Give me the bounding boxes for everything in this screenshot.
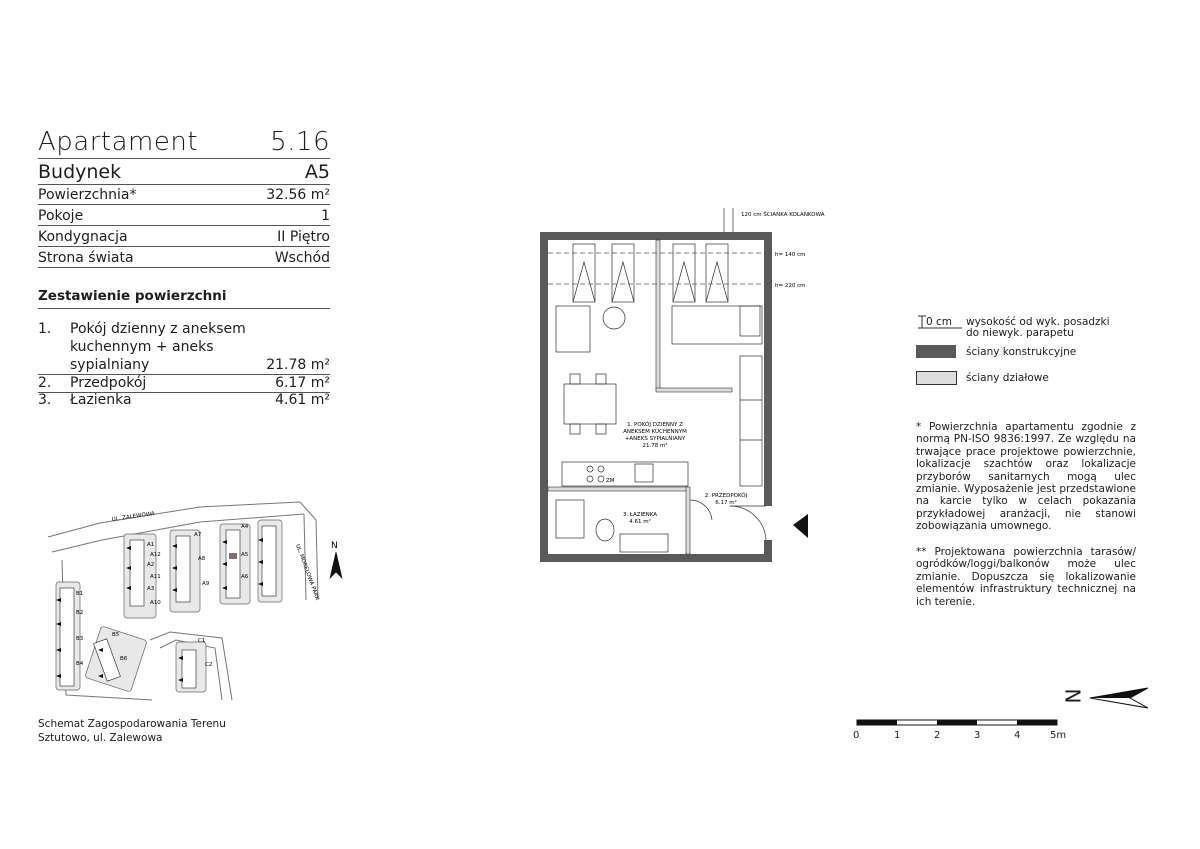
detail-label: Powierzchnia* xyxy=(38,187,137,203)
room1-label-line3: +ANEKS SYPIALNIANY xyxy=(624,436,686,442)
zm-label: ZM xyxy=(606,478,615,484)
svg-text:B3: B3 xyxy=(76,636,84,642)
detail-label: Pokoje xyxy=(38,208,84,224)
detail-value: Wschód xyxy=(274,250,330,266)
selected-building-a5 xyxy=(229,553,237,559)
legend-structural xyxy=(916,344,1136,360)
room-name: Przedpokój xyxy=(70,375,147,391)
height-desc-1: wysokość od wyk. posadzki xyxy=(966,316,1110,328)
scale-tick: 4 xyxy=(1014,730,1021,741)
svg-text:B5: B5 xyxy=(112,632,120,638)
area-note: * Powierzchnia apartamentu zgodnie z normą PN-ISO 9836:1997. Ze względu na trwające prace projektowe powierzchnie, lokalizacje szachtów oraz lokalizacje przyborów sanitarnych mogą ulec zmianie. Wyposażenie jest przedstawione na karcie tylko w celach pokazania przykładowej aranżacji, nie stanowi zobowiązania umownego. xyxy=(916,421,1136,533)
room1-label-line1: 1. POKÓJ DZIENNY Z xyxy=(627,422,683,428)
partition-label: ściany działowe xyxy=(966,372,1049,384)
kneewall-note: 120 cm ŚCIANKA KOLANKOWA xyxy=(741,212,825,218)
room-name-line1: Pokój dzienny z aneksem xyxy=(70,321,246,337)
room2-label-area: 6.17 m² xyxy=(715,500,737,506)
structural-swatch xyxy=(916,345,956,358)
detail-label: Strona świata xyxy=(38,250,134,266)
svg-text:A6: A6 xyxy=(241,574,249,580)
room2-label-line1: 2. PRZEDPOKÓJ xyxy=(704,493,748,499)
svg-text:A4: A4 xyxy=(241,524,249,530)
site-plan xyxy=(38,498,348,710)
terrace-note: ** Projektowana powierzchnia tarasów/ ogródków/loggi/balkonów może ulec zmianie. Dopuszcza się lokalizowanie elementów infrastruktury technicznej na ich terenie. xyxy=(916,546,1136,608)
room-3-row xyxy=(38,392,330,410)
room-2-row xyxy=(38,374,330,393)
room-1-row xyxy=(38,355,330,375)
detail-row-area xyxy=(38,184,330,205)
room-area: 6.17 m² xyxy=(275,375,330,391)
svg-text:B6: B6 xyxy=(120,656,128,662)
room-name-line3: sypialniany xyxy=(70,357,150,373)
detail-value: 32.56 m² xyxy=(266,187,330,203)
scale-tick: 2 xyxy=(934,730,941,741)
svg-text:C2: C2 xyxy=(205,662,213,668)
site-north-arrow-icon xyxy=(330,552,342,578)
svg-text:A5: A5 xyxy=(241,552,249,558)
height-value: 0 cm xyxy=(926,316,953,328)
room-area: 21.78 m² xyxy=(266,357,330,373)
room3-label-line1: 3. ŁAZIENKA xyxy=(622,512,658,518)
room-number: 3. xyxy=(38,392,52,408)
svg-text:A1: A1 xyxy=(147,542,155,548)
site-caption xyxy=(38,717,226,745)
room-number: 1. xyxy=(38,321,52,337)
partition-swatch xyxy=(916,371,957,385)
svg-text:A3: A3 xyxy=(147,586,155,592)
svg-text:B1: B1 xyxy=(76,591,84,597)
summary-title: Zestawienie powierzchni xyxy=(38,288,227,304)
site-blocks xyxy=(56,520,282,692)
apartment-number: 5.16 xyxy=(270,127,330,157)
svg-text:B4: B4 xyxy=(76,661,84,667)
building-row xyxy=(38,158,330,185)
entrance-marker xyxy=(793,514,808,538)
svg-text:A7: A7 xyxy=(194,532,202,538)
height-desc-2: do niewyk. parapetu xyxy=(966,327,1074,339)
site-caption-line2: Sztutowo, ul. Zalewowa xyxy=(38,732,163,744)
detail-value: II Piętro xyxy=(277,229,330,245)
plan-north-letter: N xyxy=(1061,688,1086,704)
svg-text:A8: A8 xyxy=(198,556,206,562)
room-name-line2: kuchennym + aneks xyxy=(70,339,214,355)
svg-text:A11: A11 xyxy=(150,574,161,580)
detail-row-floor xyxy=(38,225,330,247)
building-label: Budynek xyxy=(38,161,122,183)
room1-label-area: 21.78 m² xyxy=(642,443,668,449)
detail-label: Kondygnacja xyxy=(38,229,128,245)
room3-label-area: 4.61 m² xyxy=(629,519,651,525)
detail-row-orientation xyxy=(38,246,330,268)
scale-tick: 1 xyxy=(894,730,901,741)
street-zalewowa: UL. ZALEWOWA xyxy=(111,511,156,523)
svg-text:A2: A2 xyxy=(147,562,155,568)
legend-partition xyxy=(916,370,1136,386)
room-number: 2. xyxy=(38,375,52,391)
scale-tick: 0 xyxy=(853,730,860,741)
svg-text:B2: B2 xyxy=(76,610,84,616)
building-value: A5 xyxy=(304,161,330,183)
detail-value: 1 xyxy=(321,208,330,224)
room-area: 4.61 m² xyxy=(275,392,330,408)
summary-title-row xyxy=(38,284,330,309)
site-caption-line1: Schemat Zagospodarowania Terenu xyxy=(38,718,226,730)
site-north-letter: N xyxy=(331,541,338,551)
street-morelowa: UL. MORELOWA PARK xyxy=(294,543,320,602)
scale-tick: 5m xyxy=(1050,730,1067,741)
svg-text:C1: C1 xyxy=(198,638,206,644)
detail-row-rooms xyxy=(38,204,330,226)
svg-text:A9: A9 xyxy=(202,581,210,587)
apartment-title-row xyxy=(38,124,330,159)
floor-plan xyxy=(520,200,850,570)
room-1-text xyxy=(38,320,330,356)
height-140: h= 140 cm xyxy=(775,252,806,258)
structural-label: ściany konstrukcyjne xyxy=(966,346,1077,358)
scale-bar xyxy=(855,718,1065,728)
svg-text:A10: A10 xyxy=(150,600,161,606)
partition-walls xyxy=(548,240,732,554)
svg-text:A12: A12 xyxy=(150,552,161,558)
room-name: Łazienka xyxy=(70,392,132,408)
height-220: h= 220 cm xyxy=(775,283,806,289)
scale-tick: 3 xyxy=(974,730,981,741)
room1-label-line2: ANEKSEM KUCHENNYM xyxy=(623,429,687,435)
apartment-type-label: Apartament xyxy=(38,127,199,157)
